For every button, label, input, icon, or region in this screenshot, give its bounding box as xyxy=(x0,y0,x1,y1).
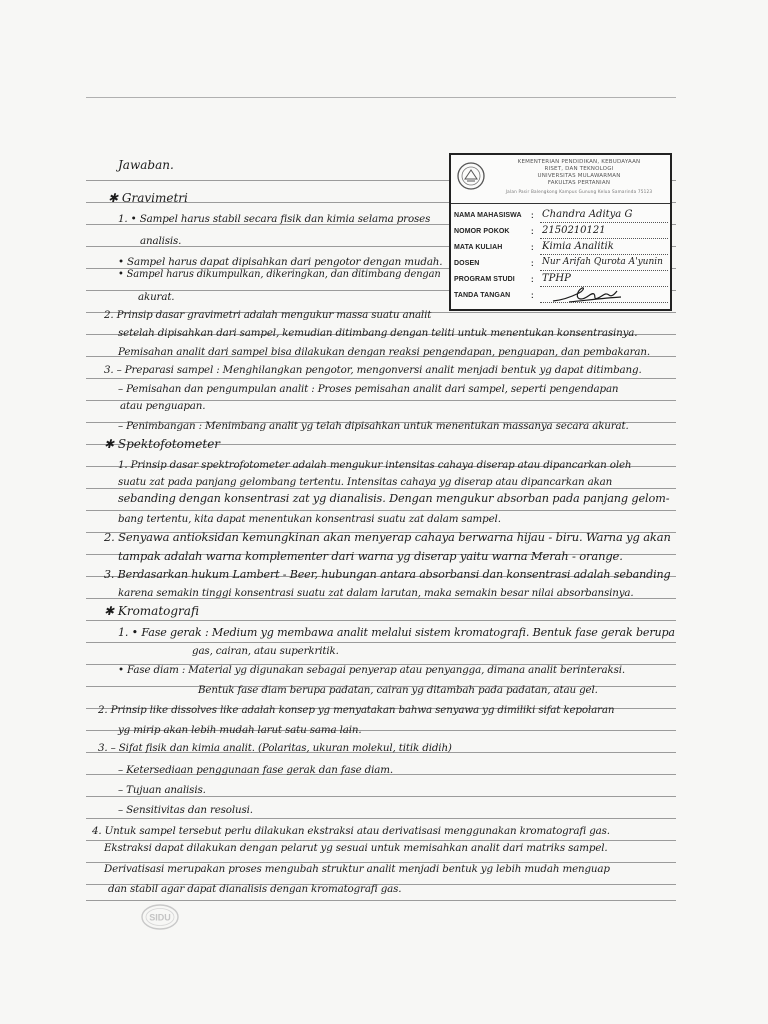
field-label: NOMOR POKOK xyxy=(454,228,510,235)
handwritten-line: yg mirip akan lebih mudah larut satu sama lain. xyxy=(118,724,362,736)
handwritten-line: 2. Prinsip like dissolves like adalah konsep yg menyatakan bahwa senyawa yg dimiliki sifat kepolaran xyxy=(98,704,615,716)
stamp-address: Jalan Pasir Balengkong Kampus Gunung Kelua Samarinda 75123 xyxy=(505,189,653,194)
handwritten-line: 4. Untuk sampel tersebut perlu dilakukan ekstraksi atau derivatisasi menggunakan kromatografi gas. xyxy=(92,825,610,837)
field-value: Nur Arifah Qurota A'yunin xyxy=(542,257,663,267)
handwritten-line: – Penimbangan : Menimbang analit yg telah dipisahkan untuk menentukan massanya secara akurat. xyxy=(118,420,629,432)
stamp-header xyxy=(451,155,670,204)
handwritten-line: analisis. xyxy=(140,235,182,247)
sidu-logo-text: SIDU xyxy=(149,912,171,923)
handwritten-line: • Sampel harus dapat dipisahkan dari pengotor dengan mudah. xyxy=(118,256,443,268)
handwritten-line: – Ketersediaan penggunaan fase gerak dan fase diam. xyxy=(118,764,393,776)
handwritten-line: gas, cairan, atau superkritik. xyxy=(192,645,339,657)
handwritten-line: 1. • Fase gerak : Medium yg membawa analit melalui sistem kromatografi. Bentuk fase gerak berupa xyxy=(118,626,675,639)
field-label: MATA KULIAH xyxy=(454,244,503,251)
field-signature: TANDA TANGAN : xyxy=(454,289,669,305)
stamp-faculty: FAKULTAS PERTANIAN xyxy=(547,180,611,186)
signature-icon xyxy=(549,283,629,307)
field-course: MATA KULIAH : Kimia Analitik xyxy=(454,241,669,257)
field-label: DOSEN xyxy=(454,260,480,267)
ruled-line xyxy=(86,510,676,511)
field-value: 2150210121 xyxy=(542,225,606,236)
field-label: NAMA MAHASISWA xyxy=(454,212,522,219)
handwritten-line: 3. – Preparasi sampel : Menghilangkan pengotor, mengonversi analit menjadi bentuk yg dapat ditimbang. xyxy=(104,364,642,376)
field-student-name: NAMA MAHASISWA : Chandra Aditya G xyxy=(454,209,669,225)
handwritten-line: bang tertentu, kita dapat menentukan konsentrasi suatu zat dalam sampel. xyxy=(118,513,501,525)
handwritten-line: ✱ Kromatografi xyxy=(104,604,199,618)
top-margin-rule xyxy=(86,97,676,98)
handwritten-line: 2. Senyawa antioksidan kemungkinan akan menyerap cahaya berwarna hijau - biru. Warna yg akan xyxy=(104,530,671,544)
field-study-program: PROGRAM STUDI : TPHP xyxy=(454,273,669,289)
student-identity-stamp xyxy=(449,153,672,311)
handwritten-line: Jawaban. xyxy=(118,158,174,172)
field-label: TANDA TANGAN xyxy=(454,292,511,299)
handwritten-line: tampak adalah warna komplementer dari warna yg diserap yaitu warna Merah - orange. xyxy=(118,549,623,563)
field-label: PROGRAM STUDI xyxy=(454,276,515,283)
handwritten-line: Derivatisasi merupakan proses mengubah struktur analit menjadi bentuk yg lebih mudah menguap xyxy=(104,863,610,875)
handwritten-line: 1. Prinsip dasar spektrofotometer adalah mengukur intensitas cahaya diserap atau dipancarkan oleh xyxy=(118,459,632,471)
stamp-ministry-sub: RISET, DAN TEKNOLOGI xyxy=(544,166,614,172)
handwritten-line: sebanding dengan konsentrasi zat yg dianalisis. Dengan mengukur absorban pada panjang gelom- xyxy=(118,492,670,505)
handwritten-line: • Fase diam : Material yg digunakan sebagai penyerap atau penyangga, dimana analit berinteraksi. xyxy=(118,664,625,676)
ruled-line xyxy=(86,818,676,819)
handwritten-line: akurat. xyxy=(138,291,175,303)
handwritten-line: – Pemisahan dan pengumpulan analit : Proses pemisahan analit dari sampel, seperti pengendapan xyxy=(118,383,619,395)
stamp-ministry: KEMENTERIAN PENDIDIKAN, KEBUDAYAAN xyxy=(517,159,641,165)
handwritten-line: setelah dipisahkan dari sampel, kemudian ditimbang dengan teliti untuk menentukan konsentrasinya. xyxy=(118,327,638,339)
stamp-university: UNIVERSITAS MULAWARMAN xyxy=(537,173,621,179)
handwritten-line: 1. • Sampel harus stabil secara fisik dan kimia selama proses xyxy=(118,213,431,225)
field-lecturer: DOSEN : Nur Arifah Qurota A'yunin xyxy=(454,257,669,273)
field-student-number: NOMOR POKOK : 2150210121 xyxy=(454,225,669,241)
ruled-line xyxy=(86,642,676,643)
handwritten-line: Pemisahan analit dari sampel bisa dilakukan dengan reaksi pengendapan, penguapan, dan pembakaran. xyxy=(118,346,650,358)
ruled-line xyxy=(86,378,676,379)
handwritten-line: – Tujuan analisis. xyxy=(118,784,206,796)
ruled-line xyxy=(86,620,676,621)
handwritten-line: suatu zat pada panjang gelombang tertentu. Intensitas cahaya yg diserap atau dipancarkan akan xyxy=(118,476,613,488)
ruled-line xyxy=(86,900,676,901)
university-logo-icon xyxy=(456,161,486,191)
handwritten-line: • Sampel harus dikumpulkan, dikeringkan, dan ditimbang dengan xyxy=(118,269,441,280)
handwritten-line: 3. Berdasarkan hukum Lambert - Beer, hubungan antara absorbansi dan konsentrasi adalah sebanding xyxy=(104,568,671,581)
sidu-logo-icon xyxy=(140,902,180,932)
handwritten-line: atau penguapan. xyxy=(120,400,206,412)
handwritten-line: Ekstraksi dapat dilakukan dengan pelarut yg sesuai untuk memisahkan analit dari matriks sampel. xyxy=(104,842,608,854)
handwritten-line: 3. – Sifat fisik dan kimia analit. (Polaritas, ukuran molekul, titik didih) xyxy=(98,742,452,754)
handwritten-line: karena semakin tinggi konsentrasi suatu zat dalam larutan, maka semakin besar nilai absorbansinya. xyxy=(118,587,634,599)
handwritten-line: dan stabil agar dapat dianalisis dengan kromatografi gas. xyxy=(108,883,402,895)
handwritten-line: 2. Prinsip dasar gravimetri adalah mengukur massa suatu analit xyxy=(104,309,432,321)
handwritten-line: ✱ Spektofotometer xyxy=(104,437,221,451)
handwritten-line: – Sensitivitas dan resolusi. xyxy=(118,804,253,816)
handwritten-line: ✱ Gravimetri xyxy=(108,191,188,205)
handwritten-line: Bentuk fase diam berupa padatan, cairan yg ditambah pada padatan, atau gel. xyxy=(198,684,598,696)
field-value: Kimia Analitik xyxy=(542,241,614,252)
field-value: Chandra Aditya G xyxy=(542,209,633,220)
field-value: TPHP xyxy=(542,273,571,284)
